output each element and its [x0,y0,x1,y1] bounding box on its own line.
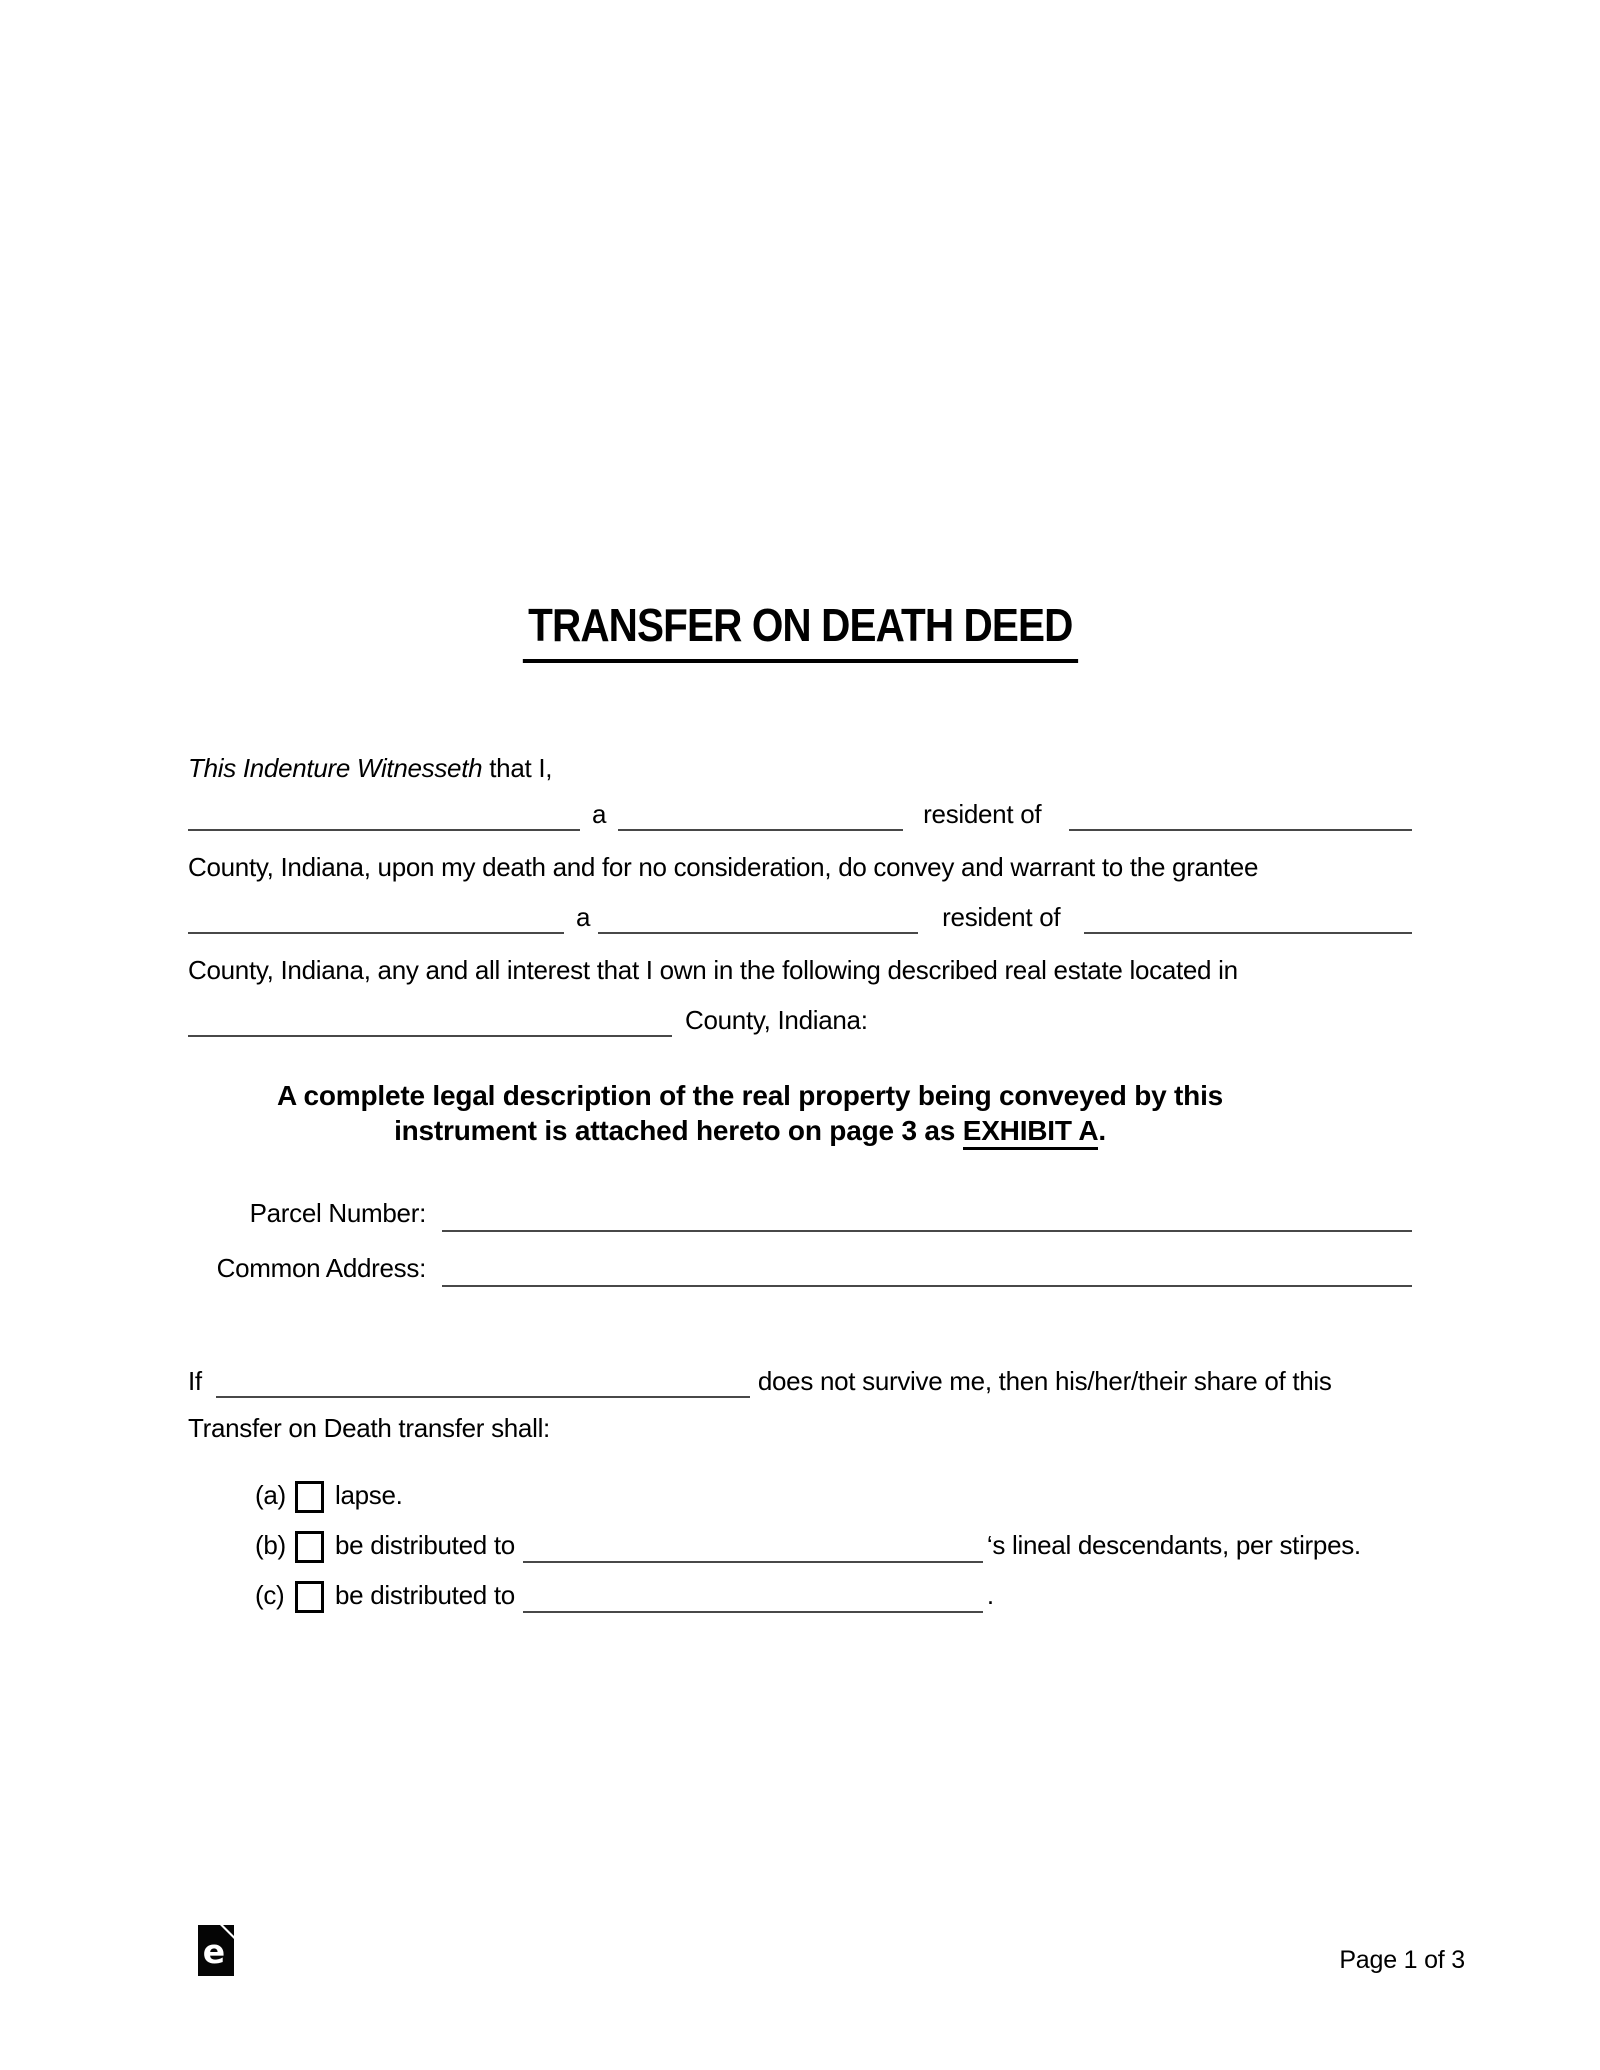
notice-line-1: A complete legal description of the real property being conveyed by this [276,1080,1224,1111]
grantor-name-blank[interactable] [188,801,580,831]
grantor-status-blank[interactable] [618,801,903,831]
option-c-checkbox[interactable] [295,1581,324,1613]
common-address-label: Common Address: [216,1253,426,1283]
option-b-text: be distributed to [335,1530,515,1560]
option-c-key: (c) [255,1580,285,1610]
grantor-fill-row [188,798,1412,831]
common-address-row [188,1254,1412,1287]
logo-letter: e [202,1932,226,1971]
title-block [0,598,1600,663]
county-indiana-label: County, Indiana: [685,1005,868,1035]
intro-rest-text: that I, [482,753,553,783]
option-a-text: lapse. [335,1480,403,1510]
option-a-row [188,1477,1600,1513]
intro-italic-text: This Indenture Witnesseth [188,753,483,783]
notice-line-2 [188,1113,1312,1148]
option-b-row [188,1527,1600,1563]
option-a-checkbox[interactable] [295,1481,324,1513]
beneficiary-name-blank[interactable] [216,1368,750,1398]
option-c-row [188,1577,1600,1613]
grantee-fill-row [188,901,1412,934]
resident-of-label-2: resident of [942,902,1061,932]
page-number: Page 1 of 3 [1339,1946,1465,1974]
survivorship-row [188,1365,1412,1398]
grantee-status-blank[interactable] [598,904,918,934]
notice-line-2-prefix: instrument is attached hereto on page 3 as [394,1115,963,1146]
connector-a: a [592,799,607,829]
option-b-recipient-blank[interactable] [523,1533,983,1563]
parcel-number-label: Parcel Number: [249,1198,426,1228]
intro-line [188,753,552,784]
option-b-key: (b) [255,1530,286,1560]
transfer-shall-line: Transfer on Death transfer shall: [188,1413,550,1443]
legal-description-notice [188,1078,1312,1148]
option-b-checkbox[interactable] [295,1531,324,1563]
grantor-county-blank[interactable] [1069,801,1412,831]
property-county-blank[interactable] [188,1007,672,1037]
if-label: If [188,1366,202,1396]
property-county-row [188,1004,1412,1037]
parcel-number-row [188,1199,1412,1232]
option-b-suffix: ‘s lineal descendants, per stirpes. [986,1530,1361,1560]
grantor-sentence: County, Indiana, upon my death and for no consideration, do convey and warrant to the grantee [188,852,1259,882]
document-icon [198,1925,234,1976]
parcel-number-blank[interactable] [442,1202,1412,1232]
survivorship-text: does not survive me, then his/her/their share of this [757,1366,1332,1396]
option-c-recipient-blank[interactable] [523,1583,983,1613]
grantee-county-blank[interactable] [1084,904,1412,934]
option-a-key: (a) [255,1480,286,1510]
option-c-text: be distributed to [335,1580,515,1610]
grantee-sentence: County, Indiana, any and all interest that I own in the following described real estate located in [188,955,1238,985]
exhibit-a-reference: EXHIBIT A [963,1115,1099,1150]
page-title: TRANSFER ON DEATH DEED [523,598,1078,663]
option-c-suffix: . [986,1580,994,1610]
eforms-logo [198,1925,234,1981]
notice-line-2-suffix: . [1098,1115,1106,1146]
resident-of-label: resident of [923,799,1042,829]
grantee-name-blank[interactable] [188,904,564,934]
common-address-blank[interactable] [442,1257,1412,1287]
connector-a-2: a [576,902,591,932]
